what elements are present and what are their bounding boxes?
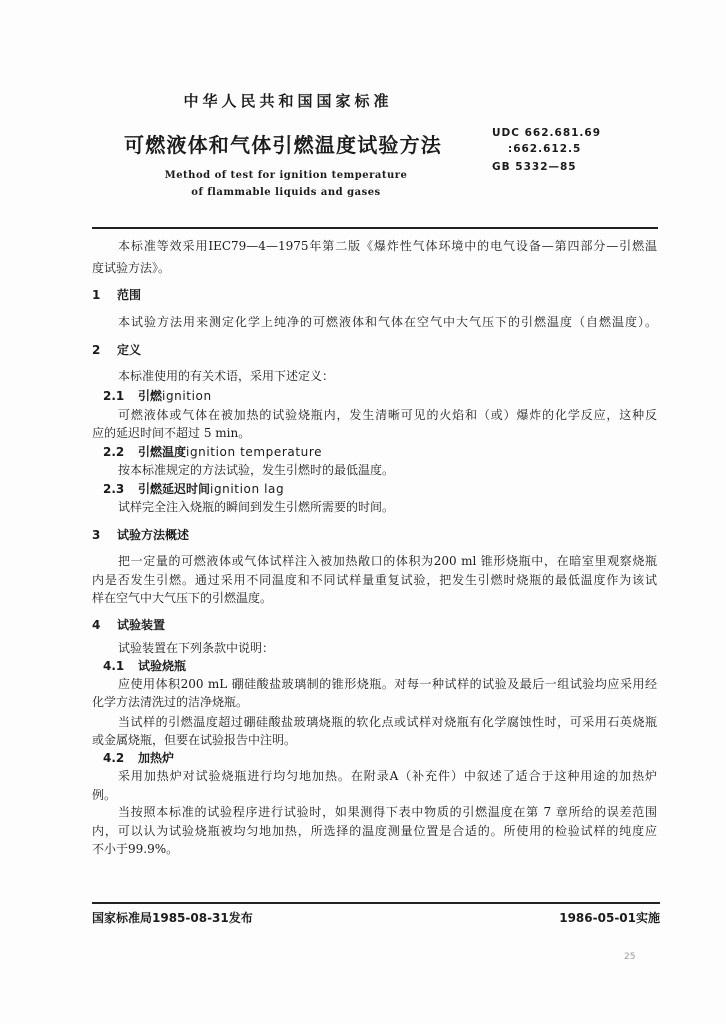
paragraph-line: 应使用体积200 mL 硼硅酸盐玻璃制的锥形烧瓶。对每一种试样的试验及最后一组试验均应采用经 xyxy=(118,677,657,691)
subsection-heading xyxy=(103,444,322,460)
paragraph-line: 化学方法清洗过的洁净烧瓶。 xyxy=(92,695,249,709)
paragraph-line: 试样完全注入烧瓶的瞬间到发生引燃所需要的时间。 xyxy=(118,500,395,514)
effective-date: 1986-05-01实施 xyxy=(559,911,660,925)
term-en: ignition temperature xyxy=(186,445,323,459)
header-rule xyxy=(92,227,658,229)
paragraph-line: 当试样的引燃温度超过硼硅酸盐玻璃烧瓶的软化点或试样对烧瓶有化学腐蚀性时，可采用石英烧瓶 xyxy=(118,715,657,729)
paragraph-line: 内是否发生引燃。通过采用不同温度和不同试样量重复试验，把发生引燃时烧瓶的最低温度作为该试 xyxy=(92,573,657,587)
english-title-line: of flammable liquids and gases xyxy=(191,187,381,198)
section-title: 范围 xyxy=(117,288,142,302)
subsection-heading xyxy=(103,750,174,766)
paragraph-line: 本标准使用的有关术语，采用下述定义： xyxy=(118,369,335,383)
paragraph-line: 采用加热炉对试验烧瓶进行均匀地加热。在附录A（补充件）中叙述了适合于这种用途的加热炉 xyxy=(118,769,657,783)
section-number: 1 xyxy=(92,288,101,302)
english-title-line: Method of test for ignition temperature xyxy=(164,170,408,181)
section-number: 4 xyxy=(92,618,101,632)
paragraph-line: 或金属烧瓶，但要在试验报告中注明。 xyxy=(92,733,297,747)
paragraph-line: 可燃液体或气体在被加热的试验烧瓶内，发生清晰可见的火焰和（或）爆炸的化学反应，这种反 xyxy=(118,408,657,422)
term-zh: 引燃 xyxy=(138,389,163,403)
issue-date: 国家标准局1985-08-31发布 xyxy=(92,911,253,925)
paragraph-line: 把一定量的可燃液体或气体试样注入被加热敞口的体积为200 ml 锥形烧瓶中，在暗室里观察烧瓶 xyxy=(118,554,657,568)
subsection-number: 4.2 xyxy=(103,751,125,765)
intro-line: 度试验方法》。 xyxy=(92,261,171,275)
subsection-number: 2.3 xyxy=(103,482,125,496)
section-number: 3 xyxy=(92,528,101,542)
term-zh: 引燃延迟时间 xyxy=(138,482,211,496)
section-title: 试验方法概述 xyxy=(117,528,190,542)
subsection-number: 2.2 xyxy=(103,445,125,459)
paragraph-line: 应的延迟时间不超过 5 min。 xyxy=(92,426,251,440)
subsection-number: 2.1 xyxy=(103,389,125,403)
paragraph-line: 不小于99.9%。 xyxy=(92,842,179,856)
footer-rule xyxy=(92,902,660,904)
paragraph-line: 样在空气中大气压下的引燃温度。 xyxy=(92,591,273,605)
intro-line: 本标准等效采用IEC79—4—1975年第二版《爆炸性气体环境中的电气设备—第四部分—引燃温 xyxy=(118,239,657,253)
standard-code: GB 5332—85 xyxy=(492,161,577,173)
section-number: 2 xyxy=(92,343,101,357)
document-title: 可燃液体和气体引燃温度试验方法 xyxy=(124,133,442,157)
section-heading xyxy=(92,617,165,633)
section-heading xyxy=(92,287,141,303)
term-en: ignition lag xyxy=(210,482,285,496)
udc-code: :662.612.5 xyxy=(508,143,582,155)
term-zh: 引燃温度 xyxy=(138,445,187,459)
subsection-heading xyxy=(103,658,186,674)
term-en: ignition xyxy=(162,389,212,403)
section-heading xyxy=(92,342,141,358)
paragraph-line: 当按照本标准的试验程序进行试验时，如果测得下表中物质的引燃温度在第 7 章所给的误差范围 xyxy=(118,805,657,819)
subsection-number: 4.1 xyxy=(103,659,125,673)
issuer-label: 中华人民共和国国家标准 xyxy=(183,92,393,110)
subsection-title: 试验烧瓶 xyxy=(138,659,187,673)
subsection-heading xyxy=(103,481,284,497)
section-heading xyxy=(92,527,189,543)
paragraph-line: 例。 xyxy=(92,788,117,802)
subsection-title: 加热炉 xyxy=(138,751,175,765)
paragraph-line: 试验装置在下列条款中说明： xyxy=(118,641,275,655)
paragraph-line: 本试验方法用来测定化学上纯净的可燃液体和气体在空气中大气压下的引燃温度（自燃温度）。 xyxy=(118,315,657,329)
paragraph-line: 按本标准规定的方法试验，发生引燃时的最低温度。 xyxy=(118,463,395,477)
subsection-heading xyxy=(103,388,212,404)
section-title: 定义 xyxy=(117,343,142,357)
page-number: 25 xyxy=(624,952,636,962)
section-title: 试验装置 xyxy=(117,618,166,632)
udc-code: UDC 662.681.69 xyxy=(492,127,602,139)
paragraph-line: 内，可以认为试验烧瓶被均匀地加热，所选择的温度测量位置是合适的。所使用的检验试样的纯度应 xyxy=(92,824,657,838)
